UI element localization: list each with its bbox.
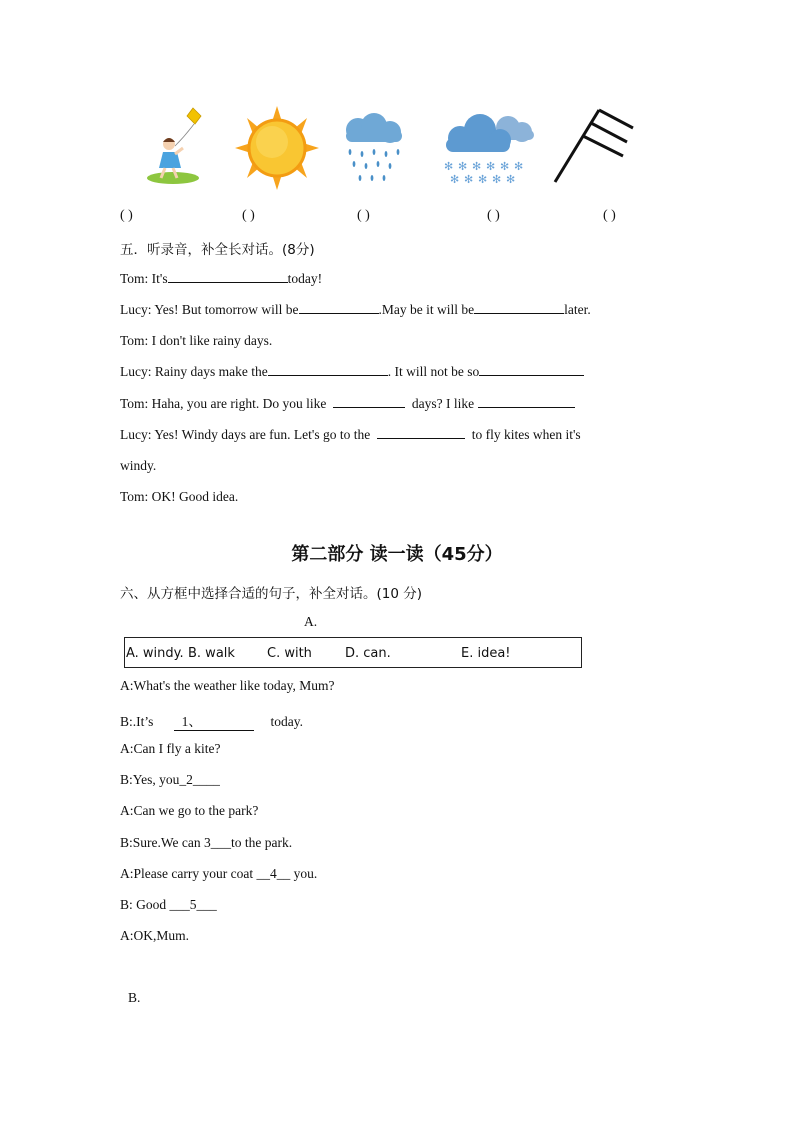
fill-blank[interactable] bbox=[268, 364, 388, 376]
dialogue-line: Tom: Haha, you are right. Do you like days? I like bbox=[120, 396, 575, 412]
svg-text:✻: ✻ bbox=[472, 160, 482, 173]
option-b: B. walk bbox=[188, 646, 235, 661]
dialogue-line: A:Please carry your coat __4__ you. bbox=[120, 866, 318, 881]
fill-blank[interactable]: 1、 bbox=[174, 710, 254, 731]
svg-text:✻: ✻ bbox=[478, 173, 488, 186]
fill-blank[interactable] bbox=[333, 396, 405, 408]
options-box bbox=[124, 637, 582, 668]
rain-cloud-icon bbox=[336, 112, 410, 186]
part-2-title: 第二部分 读一读（45分） bbox=[291, 544, 503, 565]
dialogue-line: Lucy: Yes! But tomorrow will be .May be it will be later. bbox=[120, 302, 591, 317]
option-a: A. windy. bbox=[126, 646, 184, 661]
label-b: B. bbox=[128, 990, 141, 1005]
dialogue-line: A:OK,Mum. bbox=[120, 928, 190, 943]
section-5-heading: 五．听录音，补全长对话。(8分) bbox=[120, 242, 315, 258]
dialogue-line: B: Good ___5___ bbox=[120, 897, 217, 912]
snow-cloud-icon bbox=[438, 110, 538, 186]
fill-blank[interactable] bbox=[377, 427, 465, 439]
dialogue-line: A:What's the weather like today, Mum? bbox=[120, 678, 335, 693]
svg-text:✻: ✻ bbox=[514, 160, 524, 173]
fill-blank[interactable] bbox=[479, 364, 584, 376]
fill-blank[interactable] bbox=[478, 396, 575, 408]
dialogue-line: Tom: It's today! bbox=[120, 271, 323, 286]
dialogue-line: Lucy: Rainy days make the . It will not be so bbox=[120, 364, 584, 380]
dialogue-line: A:Can we go to the park? bbox=[120, 803, 259, 818]
dialogue-line: Tom: I don't like rainy days. bbox=[120, 333, 273, 348]
dialogue-line: Tom: OK! Good idea. bbox=[120, 489, 239, 504]
answer-blank-4[interactable]: ( ) bbox=[487, 208, 500, 223]
svg-text:✻: ✻ bbox=[444, 160, 454, 173]
svg-text:✻: ✻ bbox=[492, 173, 502, 186]
section-6-heading: 六、从方框中选择合适的句子，补全对话。(10 分) bbox=[120, 586, 423, 602]
dialogue-line: A:Can I fly a kite? bbox=[120, 741, 221, 756]
label-a: A. bbox=[304, 614, 318, 629]
option-d: D. can. bbox=[345, 646, 391, 661]
svg-text:✻: ✻ bbox=[450, 173, 460, 186]
fill-blank[interactable] bbox=[299, 302, 379, 314]
answer-blank-5[interactable]: ( ) bbox=[603, 208, 616, 223]
option-e: E. idea! bbox=[461, 646, 511, 661]
answer-blank-1[interactable]: ( ) bbox=[120, 208, 133, 223]
windy-flag-icon bbox=[551, 108, 637, 186]
dialogue-line: windy. bbox=[120, 458, 157, 473]
svg-text:✻: ✻ bbox=[464, 173, 474, 186]
svg-text:✻: ✻ bbox=[458, 160, 468, 173]
dialogue-line: B:.It’s 1、 today. bbox=[120, 710, 303, 731]
dialogue-line: Lucy: Yes! Windy days are fun. Let's go to the to fly kites when it's bbox=[120, 427, 581, 442]
svg-text:✻: ✻ bbox=[486, 160, 496, 173]
fill-blank[interactable] bbox=[474, 302, 564, 314]
dialogue-line: B:Sure.We can 3___to the park. bbox=[120, 835, 293, 850]
sun-icon bbox=[232, 104, 322, 192]
svg-text:✻: ✻ bbox=[506, 173, 516, 186]
answer-blank-2[interactable]: ( ) bbox=[242, 208, 255, 223]
svg-text:✻: ✻ bbox=[500, 160, 510, 173]
fill-blank[interactable] bbox=[168, 271, 288, 283]
girl-flying-kite-icon bbox=[145, 106, 205, 188]
answer-blank-3[interactable]: ( ) bbox=[357, 208, 370, 223]
option-c: C. with bbox=[267, 646, 312, 661]
dialogue-line: B:Yes, you_2____ bbox=[120, 772, 220, 787]
